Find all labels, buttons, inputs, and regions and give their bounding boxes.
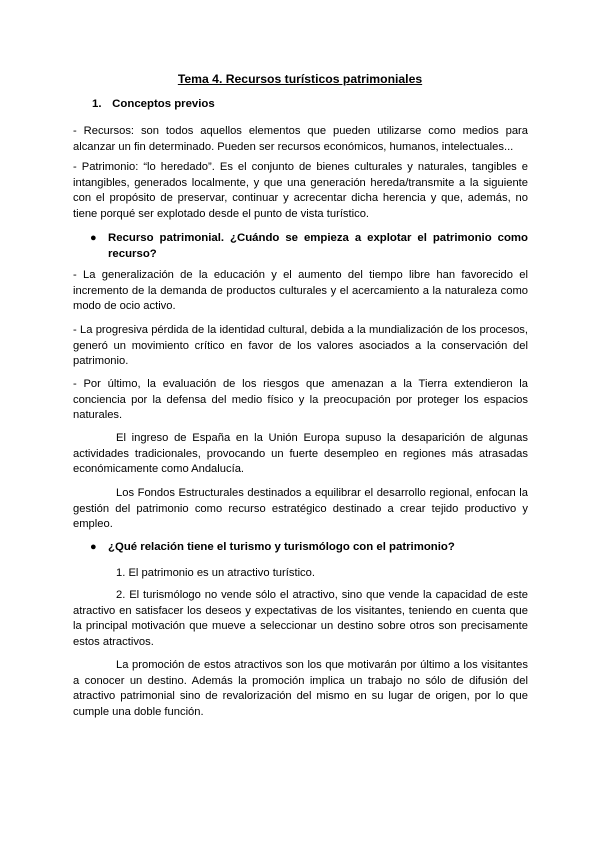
paragraph-point-2: 2. El turismólogo no vende sólo el atractivo, sino que vende la capacidad de este atractivo en satisfacer los deseos y expectativas de los visitantes, teniendo en cuenta que la principal motivación que mueve a seleccionar un destino sobre otros son precisamente estos atractivos. — [73, 589, 528, 648]
bullet-icon: ● — [90, 232, 97, 244]
paragraph-recursos: - Recursos: son todos aquellos elementos que pueden utilizarse como medios para alcanzar un fin determinado. Pueden ser recursos económicos, humanos, intelectuales... — [73, 125, 528, 153]
paragraph-fondos-estructurales: Los Fondos Estructurales destinados a equilibrar el desarrollo regional, enfocan la gestión del patrimonio como recurso estratégico destinado a crear tejido productivo y empleo. — [73, 487, 528, 531]
paragraph-point-1: 1. El patrimonio es un atractivo turístico. — [116, 567, 315, 579]
section-number: 1. — [92, 98, 102, 110]
paragraph-generalizacion: - La generalización de la educación y el aumento del tiempo libre han favorecido el incremento de la demanda de productos culturales y el acercamiento a la naturaleza como modo de ocio activo. — [73, 269, 528, 313]
page-title: Tema 4. Recursos turísticos patrimoniales — [177, 72, 423, 86]
bullet-recurso-patrimonial — [90, 231, 528, 262]
bullet-text: Recurso patrimonial. ¿Cuándo se empieza a explotar el patrimonio como recurso? — [108, 232, 528, 260]
paragraph-ingreso-espana: El ingreso de España en la Unión Europa supuso la desaparición de algunas actividades tradicionales, provocando un fuerte desempleo en regiones más atrasadas económicamente como Andalucía. — [73, 432, 528, 476]
paragraph-patrimonio: - Patrimonio: “lo heredado”. Es el conjunto de bienes culturales y naturales, tangibles e intangibles, generados localmente, y que una generación hereda/transmite a la siguiente con el propósito de preservar, continuar y acrecentar dicha herencia y que, además, no tiene porqué ser explotado desde el punto de vista turístico. — [73, 161, 528, 220]
paragraph-perdida-identidad: - La progresiva pérdida de la identidad cultural, debida a la mundialización de los procesos, generó un movimiento crítico en favor de los valores asociados a la conservación del patrimonio. — [73, 324, 528, 368]
section-heading-conceptos-previos — [92, 97, 215, 113]
bullet-icon: ● — [90, 541, 97, 553]
paragraph-riesgos: - Por último, la evaluación de los riesgos que amenazan a la Tierra extendieron la conciencia por la defensa del medio físico y la preocupación por proteger los espacios naturales. — [73, 378, 528, 422]
bullet-relacion-turismo — [90, 540, 528, 556]
paragraph-promocion: La promoción de estos atractivos son los que motivarán por último a los visitantes a conocer un destino. Además la promoción implica un trabajo no sólo de difusión del atractivo patrimonial sino de revalorización del mismo en su lugar de origen, por lo que cumple una doble función. — [73, 659, 528, 718]
bullet-text: ¿Qué relación tiene el turismo y turismólogo con el patrimonio? — [108, 541, 455, 553]
section-label: Conceptos previos — [112, 98, 215, 110]
